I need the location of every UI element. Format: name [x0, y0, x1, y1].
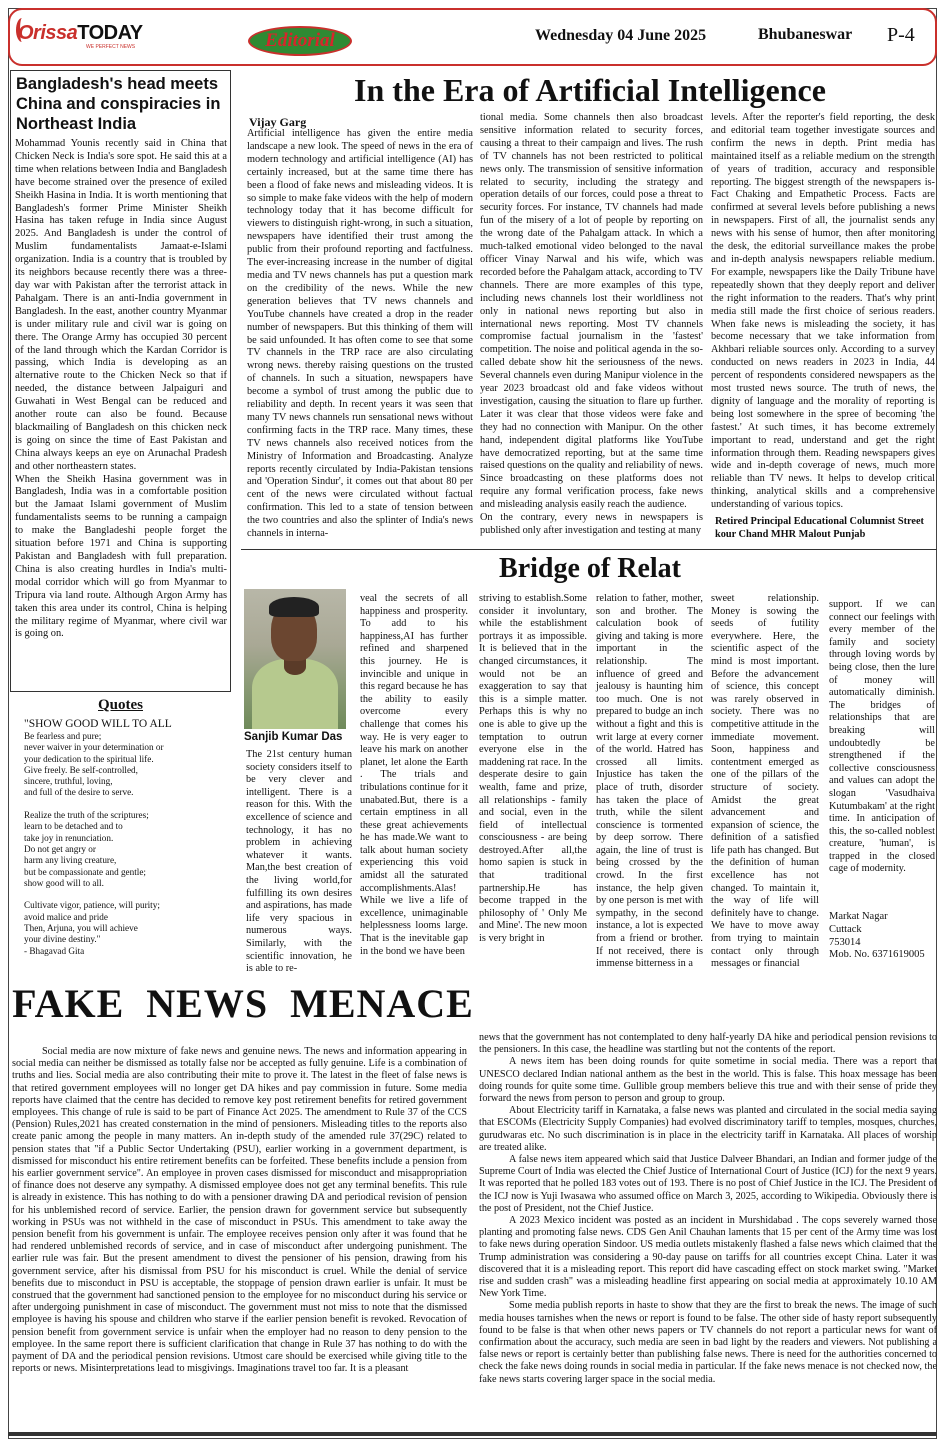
author-photo: [244, 589, 346, 729]
ai-article-column-2: [480, 112, 703, 538]
bridge-column-2: veal the secrets of all happiness and prosperity. To add to his happiness,AI has further refined and sharpened this journey. He is invincible and unique in this regard because he has the ability to easily overcome every challenge that comes his way. He is very eager to leave his mark on another planet, let alone the Earth . The trials and tribulations continue for it unabated.But, there is a certain emptiness in all these great achievements he has made.We want to talk about human society experiencing this void amidst all the saturated accomplishments.Alas! While we live a life of excellence, unimaginable helplessness looms large. That is the inevitable gap in the bond we have been: [360, 593, 468, 957]
quote-line: Then, Arjuna, you will achieve: [24, 923, 138, 934]
bridge-column-4: relation to father, mother, son and brother. The calculation book of giving and taking is more important in the relationship. The influence of greed and jealousy is haunting him too much. One is not prepared to budge an inch without a fight and this is writ large at every corner of the world. Hatred has crossed all limits. Injustice has taken the place of truth, disorder has taken the place of truth, while the silent conscience is tormented by deep sorrow. There again, the line of trust is being crossed by the crowd. In the first instance, the help given by one person is met with sympathy, in the second instance, a lot is expected from a friend or brother. If not received, there is immense bitterness in a: [596, 593, 703, 970]
quote-spacer: [24, 799, 229, 810]
address-line: 753014: [829, 936, 861, 948]
fake-news-paragraph: Some media publish reports in haste to show that they are the first to break the news. The image of such media houses tarnishes when the news or report is found to be false. The other side of hasty report subsequently found to be false is that when other news papers or TV channels do not report a particular news for want of confirmation about the accuracy, such media are seen in bad light by the readers and viewers. Not publishing a false news or report is certainly better than publishing false news. There is need for the authorities concerned to check the fake news doing rounds in social media in particular. If the fake news menace is not checked now, the fake news starts covering larger space in the social media.: [479, 1300, 937, 1385]
address-line: Markat Nagar: [829, 911, 888, 922]
quote-line: but be compassionate and gentle;: [24, 866, 146, 877]
logo-today: TODAY: [77, 22, 143, 44]
quote-line: your dedication to the spiritual life.: [24, 753, 154, 764]
fake-news-paragraph: news that the government has not contemplated to deny half-yearly DA hike and periodical pension revisions to the pensioners. In this case, the headline was startling but not the contents of the report.: [479, 1032, 937, 1056]
ai-article-author: Vijay Garg: [249, 115, 307, 129]
issue-date: Wednesday 04 June 2025: [535, 27, 707, 44]
logo-orissa: Orissa: [18, 22, 78, 44]
quote-line: Realize the truth of the scriptures;: [24, 810, 149, 821]
ai-article-title: In the Era of Artificial Intelligence: [354, 72, 826, 108]
ai-article-column-3: levels. After the reporter's field reporting, the desk and editorial team together investigate sources and confirm the news in depth. Print media has maintained itself as a reliable medium on the strength of years of tradition, accuracy and responsible reporting. The biggest strength of the newspapers is- Fact Chaking and Empathetic Process. Facts are confirmed at several levels before publishing a news in newspapers. First of all, the journalist sends any news with his sense of humor, then after monitoring the desk, the editorial surveillance makes the probe and in-depth analysis newspapers reliable medium. For example, newspapers like the Daily Tribune have repeatedly shown that they deeply report and deliver the right information to the readers. That's why print media still made the first choice of serious readers. When fake news is misleading the society, it has become necessary that we take information from Akhbari reliable sources only. According to a survey conducted on news readers in 2023 in India, 44 percent of respondents considered newspapers as the most trusted news source. The truth of news, the dignity of language and the morality of reporting is being lost somewhere in the spree of becoming 'the fastest.' At such times, it has become extremely important to read, understand and get the right information through them. Reading newspapers gives wide and in-depth coverage of news, much more reliable than TV news. It helps to develop critical thinking, analytical skills and a comprehensive understanding of various topics.: [711, 112, 935, 511]
fake-news-paragraph: A news item has been doing rounds for quite sometime in social media. There was a report that UNESCO declared Indian national anthem as the best in the world. This is false. This hoax message has been doing rounds for quite some time. Gullible group members believe this true and with their sense of pride they forward the news from person to person and group to group.: [479, 1056, 937, 1105]
fake-news-paragraph: A 2023 Mexico incident was posted as an incident in Murshidabad . The cops severely warned those planting and promoting false news. CDS Gen Anil Chauhan laments that 15 per cent of the Army time was lost to fake news during operation Sindoor. US media outlets mistakenly flashed a false news which claimed that the Trump administration was considering a 90-day pause on tariffs for all countries except China. Later it was discovered that it is a misleading report. This report did have cascading effect on stock market swing. "Market rise and sudden crash" was a misleading headline first appearing on social media at approximately 10.10 AM New York Time.: [479, 1215, 937, 1300]
ai-article-signature: Retired Principal Educational Columnist Street kour Chand MHR Malout Punjab: [715, 516, 924, 540]
issue-city: Bhubaneswar: [758, 26, 853, 43]
ai-article-paragraph: tional media. Some channels then also broadcast sensitive information related to security forces, causing a threat to their campaign and lives. The rush of TV channels has not been restricted to political news only. The transmission of sensitive information related to security, including the strategy and operation details of our forces, could pose a threat to security forces. For instance, TV channels had made fun of the misery of a lot of people by reporting on the wrong date of the Pahalgam attack. In which a much-talked emotional video belonged to the naval officer Vinay Narwal and his wife, which was recorded before the Pahalgam attack, according to TV channels. There are more examples of this type, including news channels lost their worldliness not only in national news reporting but also in international news reporting. Most TV channels compromise factual journalism in the 'fastest' competition. The noise and political agenda in the so-called debate show hit the seriousness of the news. Several channels even during Manipur violence in the year 2023 broadcast old and fake videos without investigation, causing the situation to flare up further. Later it was clear that those videos were fake and they had no connection with Manipur. On the other hand, independent digital platforms like YouTube have democratized reporting, but at the same time raised questions on the quality and reliability of news. Since broadcasting on these platforms does not require any formal verification process, fake news and misleading analysis easily reach the audience.: [480, 112, 703, 511]
bridge-column-5: sweet relationship. Money is sowing the seeds of futility everywhere. Here, the scientific aspect of the mind is most important. Before the advancement of science, this concept was rarely observed in society. There was no competitive attitude in the immediate movement. Soon, happiness and contentment emerged as one of the pillars of the structure of society. Amidst the great advancement and expansion of science, the definition of a satisfied life path has changed. But the definition of human excellence has not changed. To maintain it, the way of life will definitely have to change. We have to move away from trying to maintain contact only through messages or financial: [711, 593, 819, 970]
bangladesh-paragraph: When the Sheikh Hasina government was in Bangladesh, India was in a comfortable position but the Jamaat Islami government of Muslim fundamentalists seems to be running a campaign to make the Bangladeshi people forget the situation before 1971 and China is supporting Pakistan and Bangladesh with full preparation. China is also creating hurdles in India's multi-modal corridor which will go from Myanmar to Tripura via land route. Although Argon Army has taken this area under its control, China is helping the military regime of Myanmar, where civil war is going on.: [15, 473, 227, 640]
section-badge: Editorial: [248, 26, 352, 56]
quote-line: avoid malice and pride: [24, 911, 108, 922]
quote-line: and full of the desire to serve.: [24, 787, 134, 798]
quote-attribution: - Bhagavad Gita: [24, 945, 85, 956]
address-line: Cuttack: [829, 923, 862, 935]
quote-line: show good will to all.: [24, 877, 104, 888]
quote-line: never waiver in your determination or: [24, 742, 164, 753]
bridge-column-6: support. If we can connect our feelings with every member of the family and society through loving words by being close, then the lure of money will automatically diminish. The bridges of relationships that are breaking will undoubtedly be strengthened if the collective consciousness and values can adopt the slogan 'Vasudhaiva Kutumbakam' at the right time. In anticipation of this, the so-called noblest creature, 'human', is trapped in the closed cage of modernity.: [829, 599, 935, 875]
fake-news-column-1: [12, 1046, 467, 1375]
quote-line: Give freely. Be self-controlled,: [24, 764, 138, 775]
quotes-body: [24, 718, 229, 957]
fake-news-title: FAKE NEWS MENACE: [12, 981, 474, 1026]
bangladesh-headline: Bangladesh's head meets China and conspiracies in Northeast India: [16, 75, 221, 133]
section-divider: [241, 549, 937, 550]
quote-line: Do not get angry or: [24, 843, 96, 854]
logo-tagline: WE PERFECT NEWS: [86, 44, 136, 50]
quote-line: sincere, truthful, loving,: [24, 776, 113, 787]
fake-news-paragraph: About Electricity tariff in Karnataka, a false news was planted and circulated in the social media saying that ESCOMs (Electricity Supply Companies) had evolved discriminatory tariff to temples, mosques, churches, gurudwaras etc. No such discrimination is in place in the electricity tariff in Karnataka. All places of worship are treated alike.: [479, 1105, 937, 1153]
fake-news-paragraph: A false news item appeared which said that Justice Dalveer Bhandari, an Indian and former judge of the Supreme Court of India was elected the Chief Justice of International Court of Justice (ICJ) for the next 9 years. It was reported that he polled 183 votes out of 193. There is no post of Chief Justice in the ICJ. The President of the ICJ now is Yuji Iwasawa who assumed office on March 3, 2025, according to Wikipedia. Obviously there is the post of President, not the Chief Justice.: [479, 1154, 937, 1214]
quote-line: your divine destiny.": [24, 934, 101, 945]
newspaper-logo[interactable]: [18, 22, 143, 45]
quote-line: Be fearless and pure;: [24, 731, 102, 741]
bottom-rule: [8, 1432, 937, 1436]
page-number: P-4: [887, 24, 915, 46]
quote-first-line: "SHOW GOOD WILL TO ALL: [24, 718, 172, 730]
quote-line: harm any living creature,: [24, 855, 117, 866]
ai-article-paragraph: On the contrary, every news in newspapers is published only after investigation and testing at many: [480, 512, 703, 536]
ai-article-column-1: Artificial intelligence has given the entire media landscape a new look. The speed of news in the era of modern technology and artificial intelligence (AI) has certainly increased, but at the same time there has been a flood of fake news and misleading videos. It is so simple to make fake videos with the help of modern technology today that it has become difficult for viewers to distinguish right-wrong, in such a situation, newspapers have identified their trust among the public from their profound reporting and factfulness. The ever-increasing increase in the number of digital media and TV news channels has put a question mark on the credibility of the news. While the new generation believes that TV news channels and YouTube channels have created a drop in the reader number of newspapers. But this thinking of them will be said unfounded. It has often come to see that some TV channels in the TRP race are also circulating wrong news. thereby raising questions on the trusted of channels. In such a situation, newspapers have become a symbol of trust among the public due to reliability and depth. In recent years it was seen that many TV news channels run sensational news without confirming facts in the TRP race. Many times, these TV news channels also received notices from the Ministry of Information and Broadcasting. Analyze reports recently circulated by India-Pakistan tensions and 'Operation Sindur', it comes out that about 80 per cent of the news were circulated without factual confirmation. This led to a state of tension between the two countries and also the splinter of India's news channels in interna-: [247, 128, 473, 540]
quote-line: learn to be detached and to: [24, 821, 123, 832]
author-photo-caption: Sanjib Kumar Das: [244, 731, 343, 743]
bridge-column-1: The 21st century human society considers itself to be very clever and intelligent. There is a reason for this. With the excellence of science and technology, it has no problem in achieving whatever it wants. Man,the best creation of the living world,for fulfilling its own desires and aspirations, has made life very spacious in numerous ways. Similarly, with the scientific innovation, he is able to re-: [246, 749, 352, 975]
quote-spacer: [24, 889, 229, 900]
bridge-article-title: Bridge of Relat: [499, 553, 681, 584]
bridge-author-address: [829, 911, 925, 962]
address-line: Mob. No. 6371619005: [829, 949, 925, 961]
bangladesh-paragraph: Mohammad Younis recently said in China that Chicken Neck is India's sore spot. He said this at a time when relations between India and Bangladesh have become strained over the presence of exiled Sheikh Hasina in India. It is worth mentioning that Bangladesh's former Prime Minister Sheikh Hasina has taken refuge in India since August 2025. And Bangladesh is under the control of Muslim fundamentalists Jamaat-e-Islami organization. India is a country that is troubled by its neighbors because recently there was a three-day war with Pakistan after the terrorist attack in Pahalgam. There is an anti-India government in Bangladesh. In the east, another country Myanmar is under military rule and civil war is going on there. The Orange Army has occupied 30 percent of the land through which the Kardan Corridor is passing, which India is developing as an alternative route to the Chicken Neck so that if needed, the distance between Jalpaiguri and Guwahati in West Bengal can be reduced and another route can also be found. Because blackmailing of Bangladesh on this chicken neck is going on since the time of East Pakistan and China always keeps an eye on Arunachal Pradesh and other northeastern states.: [15, 138, 227, 472]
quotes-title: Quotes: [98, 697, 143, 713]
bangladesh-body: [15, 138, 227, 641]
fake-news-column-2: [479, 1032, 937, 1386]
bridge-column-3: striving to establish.Some consider it involuntary, while the establishment portrays it as impossible. It is believed that in the changed circumstances, it would not be an exaggeration to say that this is a simple matter. Perhaps this is why no one is able to give up the temptation to outrun everyone else in the maddening rat race. In the desperate desire to gain wealth, fame and prize, all relationships - family and social, even in the field of intellectual consciousness - are being destroyed.After all,the homo sapien is stuck in that traditional partnership.He has become trapped in the philosophy of ' Only Me and Mine'. The new moon is very bright in: [479, 593, 587, 945]
fake-news-paragraph: Social media are now mixture of fake news and genuine news. The news and information appearing in social media can neither be dismissed as totally false nor be accepted as fully genuine. Life is a combination of truths and lies. Social media are also contributing their mite to prove it. The latest in the fleet of false news is that retired government employees will no longer get DA hikes and pay commission in future. Some media reports have claimed that the centre has decided to remove key post retirement benefits for retired government employees. This change of rule is said to be part of Finance Act 2025. The amendment to Rule 37 of the CCS (Pension) Rules,2021 has created consternation in the mind of pensioners. Misleading titles to the reports also create panic among the people in many matters. An in-depth study of the amended rule 37(29C) related to pension states that "if a Public Sector Undertaking (PSU), earlier working in a government department, is dismissed for misconduct his entire retirement benefits can be forfeited. These benefits include a pension from his earlier government service". An employee in proven cases dismissed for misconduct and misappropriation of finance does not deserve any sympathy. A dismissed employee does not get any terminal benefits. This rule is already in existence. This has nothing to do with a pensioner drawing DA and periodical revision of pension for his unblemished record of service. Earlier, the pension drawn for government service but subsequently working in PSUs was not withheld in the case of misconduct in PSUs. This amendment to take away the pension benefit from his government is unfair. The employee receives pension only after it was found that he had rendered unblemished records of service, and in case of misconduct after undergoing punishment. The earlier rule was fair. But the present amendment to divest the pensioner of his pension, drawing from his government service, after his dismissal from PSU for his misconduct is cruel. While the denial of service benefits due to misconduct in PSU is acceptable, the stoppage of pension drawn earlier is unfair. It must be construed that the government had sanctioned pension to the employee for no misconduct during his service or after undergoing punishment in case of misconduct. The government must not miss to note that the dismissed employee is having his spouse and children who starve if the earlier pension benefit is revoked. Revocation of pension benefit from government service is unfair when the employer had no reason to deny pension to the employee. In the same report there is sufficient clarification that change in Rule 37 has nothing to do with the payment of DA and the periodical pension revisions. Utmost care should be exercised while giving title to the reports or news. Misinterpretations lead to misgivings. Imaginations travel too far. It is a pleasant: [12, 1046, 467, 1375]
quote-line: take joy in renunciation.: [24, 832, 114, 843]
quote-line: Cultivate vigor, patience, will purity;: [24, 900, 160, 911]
